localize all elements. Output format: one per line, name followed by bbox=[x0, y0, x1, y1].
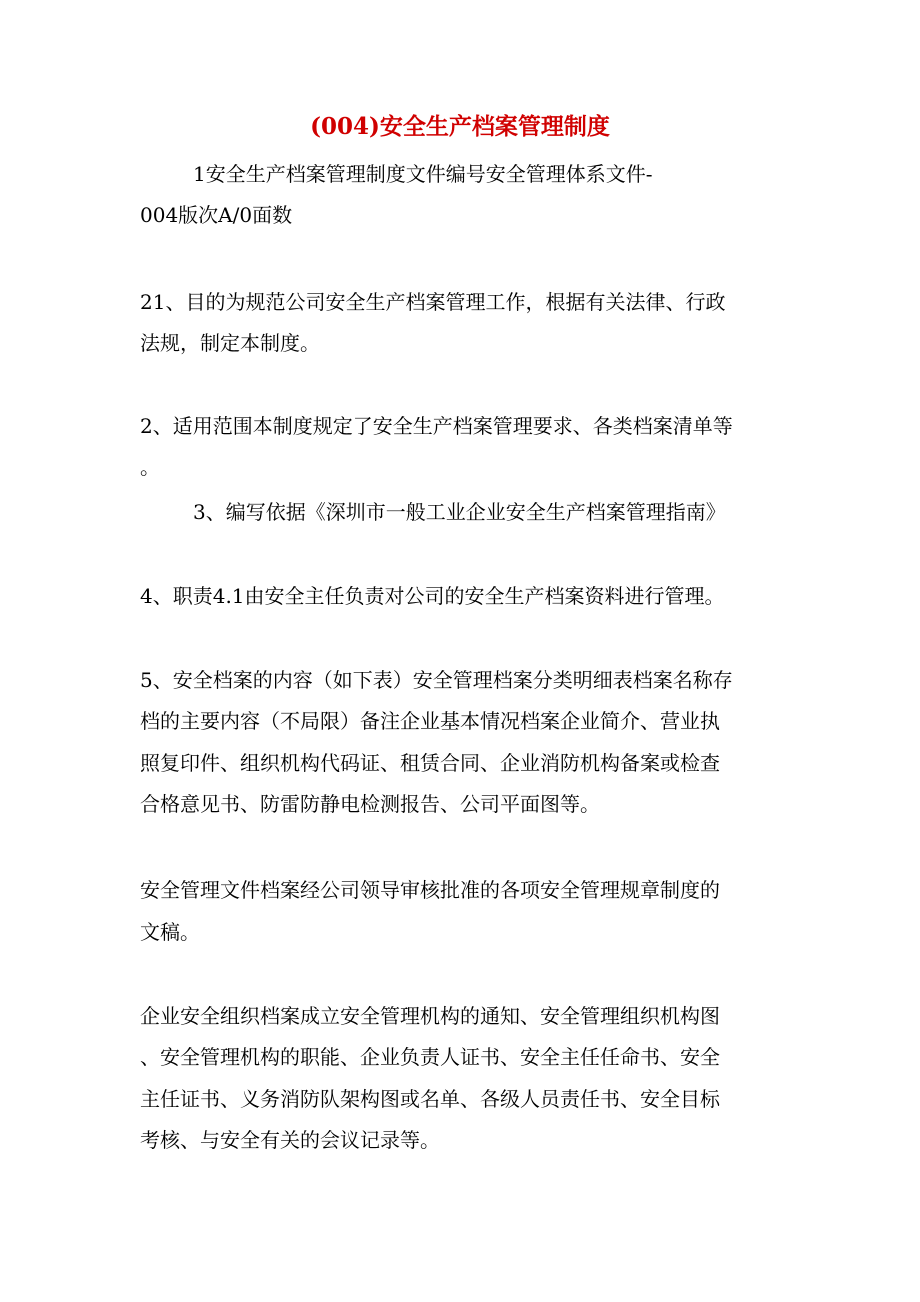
paragraph-6-line-4: 合格意见书、防雷防静电检测报告、公司平面图等。 bbox=[140, 792, 600, 816]
document-title: (004)安全生产档案管理制度 bbox=[310, 113, 610, 140]
paragraph-5-line-1: 4、职责4.1由安全主任负责对公司的安全生产档案资料进行管理。 bbox=[140, 584, 725, 608]
paragraph-6-line-1: 5、安全档案的内容（如下表）安全管理档案分类明细表档案名称存 bbox=[140, 668, 733, 692]
paragraph-8-line-4: 考核、与安全有关的会议记录等。 bbox=[140, 1128, 440, 1152]
paragraph-3-line-1: 2、适用范围本制度规定了安全生产档案管理要求、各类档案清单等 bbox=[140, 414, 733, 438]
paragraph-6-line-2: 档的主要内容（不局限）备注企业基本情况档案企业简介、营业执 bbox=[140, 709, 720, 733]
paragraph-2-line-2: 法规，制定本制度。 bbox=[140, 331, 320, 355]
paragraph-1-line-2: 004版次A/0面数 bbox=[140, 203, 293, 227]
paragraph-2-line-1: 21、目的为规范公司安全生产档案管理工作，根据有关法律、行政 bbox=[140, 290, 726, 314]
paragraph-4-line-1: 3、编写依据《深圳市一般工业企业安全生产档案管理指南》 bbox=[193, 500, 726, 524]
paragraph-3-line-2: 。 bbox=[140, 455, 160, 479]
paragraph-8-line-2: 、安全管理机构的职能、企业负责人证书、安全主任任命书、安全 bbox=[140, 1045, 720, 1069]
paragraph-6-line-3: 照复印件、组织机构代码证、租赁合同、企业消防机构备案或检查 bbox=[140, 751, 720, 775]
paragraph-1-line-1: 1安全生产档案管理制度文件编号安全管理体系文件- bbox=[193, 162, 653, 186]
paragraph-8-line-3: 主任证书、义务消防队架构图或名单、各级人员责任书、安全目标 bbox=[140, 1087, 720, 1111]
paragraph-7-line-1: 安全管理文件档案经公司领导审核批准的各项安全管理规章制度的 bbox=[140, 878, 720, 902]
paragraph-8-line-1: 企业安全组织档案成立安全管理机构的通知、安全管理组织机构图 bbox=[140, 1004, 720, 1028]
paragraph-7-line-2: 文稿。 bbox=[140, 920, 200, 944]
